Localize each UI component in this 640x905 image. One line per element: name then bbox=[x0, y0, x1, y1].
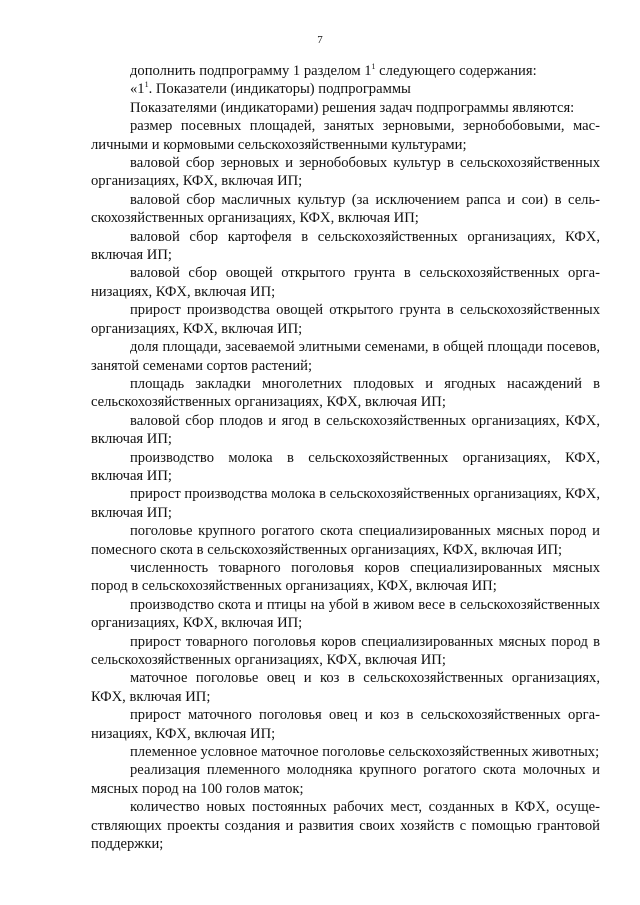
indicator-item: площадь закладки многолетних плодовых и ягодных насаждений в сельскохозяйственных организациях, КФХ, включая ИП; bbox=[91, 375, 600, 411]
indicator-item: реализация племенного молодняка крупного рогатого скота молочных и мясных пород на 100 голов маток; bbox=[91, 762, 600, 797]
document-body bbox=[91, 62, 600, 853]
indicator-item: валовой сбор масличных культур (за исключением рапса и сои) в сельскохозяйственных организациях, КФХ, включая ИП; bbox=[91, 191, 600, 227]
intro-text: дополнить подпрограмму 1 разделом 1 bbox=[130, 63, 372, 79]
indicators-lead: Показателями (индикаторами) решения задач подпрограммы являются: bbox=[130, 99, 575, 116]
superscript: 1 bbox=[144, 80, 149, 90]
indicator-item: валовой сбор зерновых и зернобобовых культур в сельскохозяйственных организациях, КФХ, включая ИП; bbox=[91, 155, 600, 190]
indicator-item: прирост товарного поголовья коров специализированных мясных пород в сельскохозяйственных организациях, КФХ, включая ИП; bbox=[91, 633, 600, 668]
indicator-item: поголовье крупного рогатого скота специализированных мясных пород и помесного скота в сельскохозяйственных организациях, КФХ, включая ИП; bbox=[91, 523, 600, 558]
section-heading bbox=[91, 80, 600, 98]
indicator-item: валовой сбор картофеля в сельскохозяйственных организациях, КФХ, включая ИП; bbox=[91, 228, 600, 264]
indicator-item: валовой сбор плодов и ягод в сельскохозяйственных организациях, КФХ, включая ИП; bbox=[91, 412, 600, 448]
page-number: 7 bbox=[317, 34, 323, 46]
indicator-item: прирост производства овощей открытого грунта в сельскохозяйственных организациях, КФХ, включая ИП; bbox=[91, 302, 600, 337]
intro-paragraph bbox=[91, 62, 600, 80]
section-heading-end: . Показатели (индикаторы) подпрограммы bbox=[148, 81, 411, 98]
intro-text-end: следующего содержания: bbox=[375, 63, 537, 79]
indicator-item: прирост маточного поголовья овец и коз в сельскохозяйственных организациях, КФХ, включая ИП; bbox=[91, 707, 600, 742]
indicator-item: прирост производства молока в сельскохозяйственных организациях, КФХ, включая ИП; bbox=[91, 486, 600, 521]
indicator-item: производство молока в сельскохозяйственных организациях, КФХ, включая ИП; bbox=[91, 449, 600, 484]
indicator-item: маточное поголовье овец и коз в сельскохозяйственных организациях, КФХ, включая ИП; bbox=[91, 670, 600, 705]
indicator-item: размер посевных площадей, занятых зерновыми, зернобобовыми, масличными и кормовыми сельскохозяйственными культурами; bbox=[91, 118, 600, 153]
indicator-item: численность товарного поголовья коров специализированных мясных пород в сельскохозяйственных организациях, КФХ, включая ИП; bbox=[91, 559, 600, 595]
superscript: 1 bbox=[371, 62, 376, 71]
section-heading-start: «1 bbox=[130, 81, 145, 98]
indicator-item: доля площади, засеваемой элитными семенами, в общей площади посевов, занятой семенами сортов растений; bbox=[91, 339, 600, 374]
indicator-item: валовой сбор овощей открытого грунта в сельскохозяйственных организациях, КФХ, включая ИП; bbox=[91, 265, 600, 300]
indicator-item: количество новых постоянных рабочих мест, созданных в КФХ, осуществляющих проекты создания и развития своих хозяйств с помощью грантовой поддержки; bbox=[91, 799, 600, 853]
indicator-item: племенное условное маточное поголовье сельскохозяйственных животных; bbox=[130, 744, 600, 761]
indicator-item: производство скота и птицы на убой в живом весе в сельскохозяйственных организациях, КФХ, включая ИП; bbox=[91, 596, 600, 632]
